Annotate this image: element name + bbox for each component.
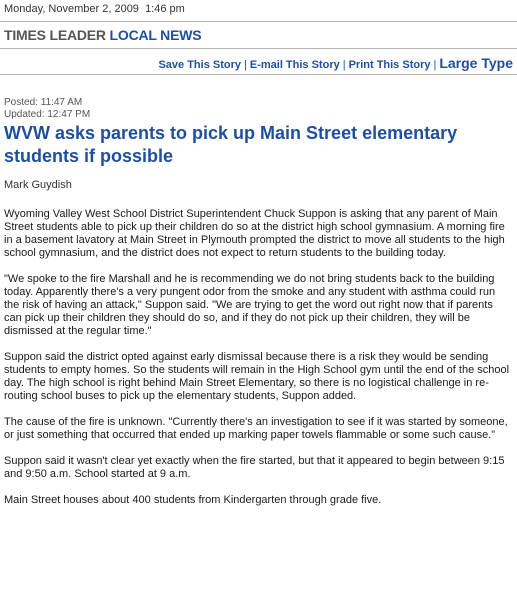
article-headline: WVW asks parents to pick up Main Street elementary students if possible (4, 123, 458, 166)
toolbar-separator: | (244, 59, 247, 71)
masthead (4, 27, 201, 43)
updated-time: Updated: 12:47 PM (4, 109, 91, 120)
email-story-link[interactable]: E-mail This Story (249, 59, 340, 71)
divider-top (0, 21, 517, 22)
large-type-link[interactable]: Large Type (439, 55, 513, 71)
toolbar-separator: | (342, 59, 346, 71)
paper-name: TIMES LEADER (4, 27, 106, 43)
article-body (4, 208, 512, 520)
date-text: Monday, November 2, 2009 (4, 3, 139, 15)
toolbar-separator: | (433, 59, 437, 71)
divider-toolbar (0, 74, 517, 75)
article-paragraph: Suppon said the district opted against early dismissal because there is a risk they would be sending students to empty homes. So the students will remain in the High School gym until the end of the school day. The high school is right behind Main Street Elementary, so there is no logistical challenge in re-routing school buses to pick up the elementary students, Suppon added. (4, 351, 510, 402)
article-paragraph: "We spoke to the fire Marshall and he is recommending we do not bring students back to the building today. Apparently there's a very pungent odor from the smoke and any student with asthma could run the risk of having an attack," Suppon said. "We are trying to get the word out right now that if parents can pick up their children they should do so, and if they do not pick up their children, they will be dismissed at the regular time." (4, 273, 496, 337)
story-toolbar (158, 55, 513, 71)
divider-masthead (0, 48, 517, 49)
section-name: LOCAL NEWS (109, 27, 202, 43)
save-story-link[interactable]: Save This Story (158, 59, 241, 71)
article-paragraph: Main Street houses about 400 students from Kindergarten through grade five. (4, 494, 382, 506)
print-story-link[interactable]: Print This Story (348, 59, 431, 71)
dateline (4, 3, 185, 15)
article-paragraph: The cause of the fire is unknown. "Currently there's an investigation to see if it was started by someone, or just something that occurred that ended up marking paper towels flammable or some such cause." (4, 416, 508, 441)
article-paragraph: Suppon said it wasn't clear yet exactly when the fire started, but that it appeared to begin between 9:15 and 9:50 a.m. School started at 9 a.m. (4, 455, 505, 480)
article-byline: Mark Guydish (4, 179, 72, 191)
time-text: 1:46 pm (145, 3, 185, 15)
article-paragraph: Wyoming Valley West School District Superintendent Chuck Suppon is asking that any parent of Main Street students able to pick up their children do so at the district high school gymnasium. A morning fire in a basement lavatory at Main Street in Plymouth prompted the district to move all students to the high school gymnasium, and the district does not expect to return students to the building today. (4, 208, 505, 259)
posted-time: Posted: 11:47 AM (4, 97, 83, 108)
